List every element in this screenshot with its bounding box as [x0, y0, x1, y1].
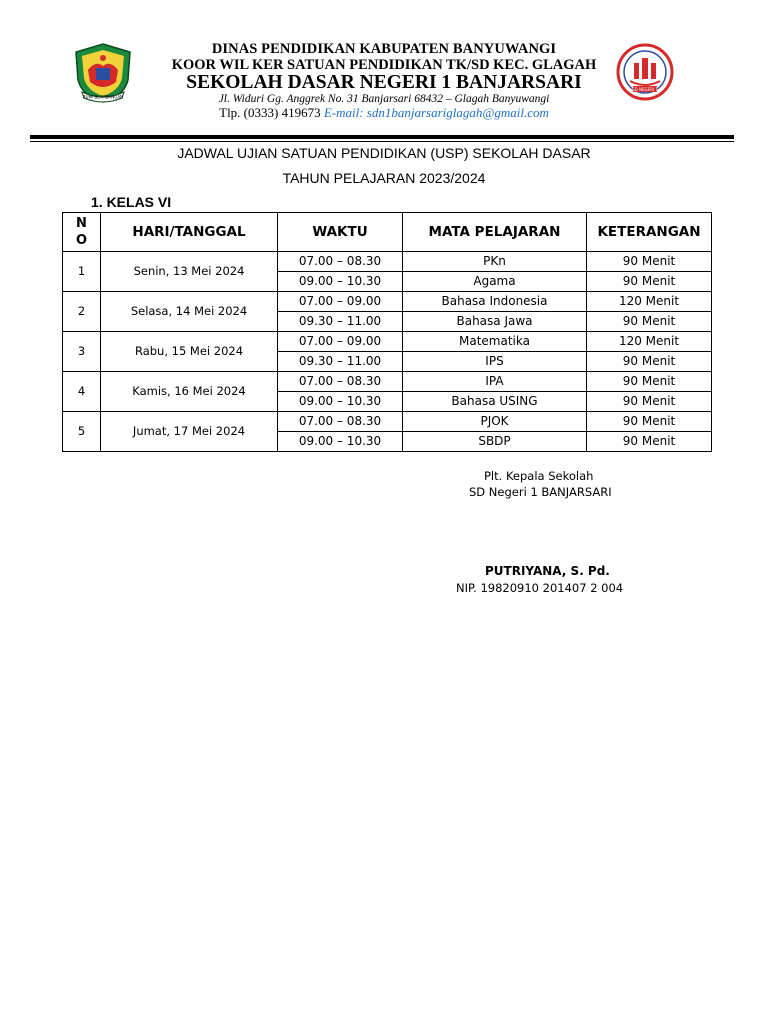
document-title: JADWAL UJIAN SATUAN PENDIDIKAN (USP) SEKOLAH DASAR	[177, 145, 591, 161]
row-note: 90 Menit	[587, 272, 712, 292]
row-time: 09.00 – 10.30	[278, 392, 403, 412]
email-address[interactable]: E-mail: sdn1banjarsariglagah@gmail.com	[323, 105, 549, 120]
row-date: Kamis, 16 Mei 2024	[101, 372, 278, 412]
row-note: 90 Menit	[587, 432, 712, 452]
letterhead-divider-thick	[30, 135, 734, 139]
row-subject: Bahasa Jawa	[403, 312, 587, 332]
exam-schedule-table	[62, 212, 712, 452]
letterhead-divider-thin	[30, 141, 734, 142]
row-note: 90 Menit	[587, 412, 712, 432]
row-note: 90 Menit	[587, 252, 712, 272]
row-subject: Matematika	[403, 332, 587, 352]
row-number: 5	[63, 412, 101, 452]
row-note: 120 Menit	[587, 292, 712, 312]
coordinator-name: KOOR WIL KER SATUAN PENDIDIKAN TK/SD KEC. GLAGAH	[171, 57, 597, 73]
row-subject: Bahasa USING	[403, 392, 587, 412]
row-date: Rabu, 15 Mei 2024	[101, 332, 278, 372]
row-date: Selasa, 14 Mei 2024	[101, 292, 278, 332]
row-time: 09.00 – 10.30	[278, 432, 403, 452]
right-logo-text: SD NEGERI 1	[632, 86, 658, 92]
row-note: 90 Menit	[587, 312, 712, 332]
row-time: 07.00 – 08.30	[278, 252, 403, 272]
table-row	[63, 252, 712, 272]
row-note: 90 Menit	[587, 392, 712, 412]
school-address: Jl. Widuri Gg. Anggrek No. 31 Banjarsari 68432 – Glagah Banyuwangi	[218, 93, 550, 105]
row-time: 09.00 – 10.30	[278, 272, 403, 292]
section-heading: 1. KELAS VI	[91, 194, 172, 210]
header-day: HARI/TANGGAL	[101, 213, 278, 252]
header-time: WAKTU	[278, 213, 403, 252]
row-subject: Bahasa Indonesia	[403, 292, 587, 312]
row-date: Jumat, 17 Mei 2024	[101, 412, 278, 452]
school-name: SEKOLAH DASAR NEGERI 1 BANJARSARI	[186, 72, 582, 93]
header-subject: MATA PELAJARAN	[403, 213, 587, 252]
row-time: 07.00 – 09.00	[278, 332, 403, 352]
row-subject: PJOK	[403, 412, 587, 432]
row-subject: IPS	[403, 352, 587, 372]
agency-name: DINAS PENDIDIKAN KABUPATEN BANYUWANGI	[211, 41, 557, 57]
row-number: 3	[63, 332, 101, 372]
row-time: 07.00 – 08.30	[278, 412, 403, 432]
contact-line	[0, 105, 768, 121]
table-header-row	[63, 213, 712, 252]
row-subject: PKn	[403, 252, 587, 272]
row-note: 120 Menit	[587, 332, 712, 352]
row-time: 07.00 – 08.30	[278, 372, 403, 392]
row-time: 07.00 – 09.00	[278, 292, 403, 312]
header-no: N O	[63, 213, 101, 252]
phone-number: Tlp. (0333) 419673	[219, 105, 321, 120]
row-number: 1	[63, 252, 101, 292]
signatory-school: SD Negeri 1 BANJARSARI	[469, 485, 612, 499]
academic-year: TAHUN PELAJARAN 2023/2024	[282, 170, 486, 186]
left-logo-text: BUMI BLAMBANGAN	[82, 94, 124, 100]
row-time: 09.30 – 11.00	[278, 352, 403, 372]
row-subject: Agama	[403, 272, 587, 292]
table-row	[63, 292, 712, 312]
signatory-nip: NIP. 19820910 201407 2 004	[456, 581, 624, 595]
row-number: 4	[63, 372, 101, 412]
row-number: 2	[63, 292, 101, 332]
row-subject: SBDP	[403, 432, 587, 452]
table-row	[63, 412, 712, 432]
table-row	[63, 372, 712, 392]
row-note: 90 Menit	[587, 352, 712, 372]
row-date: Senin, 13 Mei 2024	[101, 252, 278, 292]
table-row	[63, 332, 712, 352]
signatory-name: PUTRIYANA, S. Pd.	[485, 564, 610, 578]
signatory-role: Plt. Kepala Sekolah	[484, 469, 594, 483]
row-time: 09.30 – 11.00	[278, 312, 403, 332]
row-subject: IPA	[403, 372, 587, 392]
row-note: 90 Menit	[587, 372, 712, 392]
header-note: KETERANGAN	[587, 213, 712, 252]
